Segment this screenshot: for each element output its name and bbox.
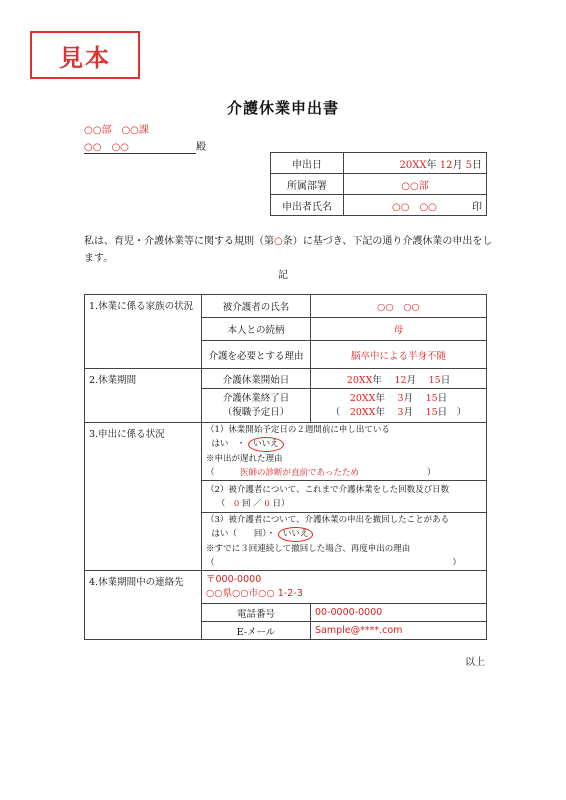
section-4-title: 4.休業期間中の連絡先 (85, 571, 202, 640)
q1-no-circle: いいえ (248, 437, 284, 452)
section-3-title: 3.申出に係る状況 (85, 423, 202, 571)
care-reason-value: 脳卒中による半身不随 (311, 341, 487, 369)
q3-block: （3）被介護者について、介護休業の申出を撤回したことがある はい（ 回）・ いいえ ※すでに３回連続して撤回した場合、再度申出の理由 （ ） (202, 513, 487, 571)
phone-label: 電話番号 (202, 604, 311, 622)
q1-block: （1）休業開始予定日の２週間前に申し出ている はい ・ いいえ ※申出が遅れた理由 （ 医師の診断が直前であったため ） (202, 423, 487, 481)
care-recipient-name: ○○ ○○ (311, 295, 487, 318)
applicant-name-value: ○○ ○○ 印 (344, 195, 487, 216)
intro-paragraph: 私は、育児・介護休業等に関する規則（第○条）に基づき、下記の通り介護休業の申出をします。 (84, 236, 493, 264)
contact-address: 〒000-0000 ○○県○○市○○ 1-2-3 (202, 571, 487, 604)
leave-end-label: 介護休業終了日 （復職予定日） (202, 389, 311, 423)
section-2-title: 2.休業期間 (85, 369, 202, 423)
email-value: Sample@****.com (311, 622, 487, 640)
care-recipient-name-label: 被介護者の氏名 (202, 295, 311, 318)
recipient-name-line (84, 138, 206, 154)
dept-value: ○○部 (344, 174, 487, 195)
q1-reason: 医師の診断が直前であったため (240, 468, 359, 478)
recipient-suffix: 殿 (196, 142, 206, 153)
q2-block: （2）被介護者について、これまで介護休業をした回数及び日数 （ 0 回 ／ 0 日） (202, 481, 487, 513)
applicant-name-label: 申出者氏名 (271, 195, 344, 216)
sample-stamp: 見本 (30, 31, 140, 79)
section-1-title: 1.休業に係る家族の状況 (85, 295, 202, 369)
care-reason-label: 介護を必要とする理由 (202, 341, 311, 369)
leave-start-label: 介護休業開始日 (202, 369, 311, 389)
leave-end-date: 20XX年 3月 15日 （ 20XX年 3月 15日 ） (311, 389, 487, 423)
date-label: 申出日 (271, 153, 344, 174)
phone-value: 00-0000-0000 (311, 604, 487, 622)
relationship-label: 本人との続柄 (202, 318, 311, 341)
dept-label: 所属部署 (271, 174, 344, 195)
leave-start-date: 20XX年 12月 15日 (311, 369, 487, 389)
relationship-value: 母 (311, 318, 487, 341)
closing-text: 以上 (465, 657, 485, 668)
q3-no-circle: いいえ (278, 527, 314, 542)
recipient-department: ○○部 ○○課 (84, 125, 149, 136)
email-label: E-メール (202, 622, 311, 640)
date-value: 20XX年 12月 5日 (344, 153, 487, 174)
document-title: 介護休業申出書 (226, 99, 339, 117)
application-table (84, 294, 487, 640)
seal-mark: 印 (472, 201, 482, 213)
ki-heading: 記 (278, 270, 288, 281)
recipient-name: ○○ ○○ (84, 138, 196, 154)
applicant-header-table (270, 152, 487, 216)
